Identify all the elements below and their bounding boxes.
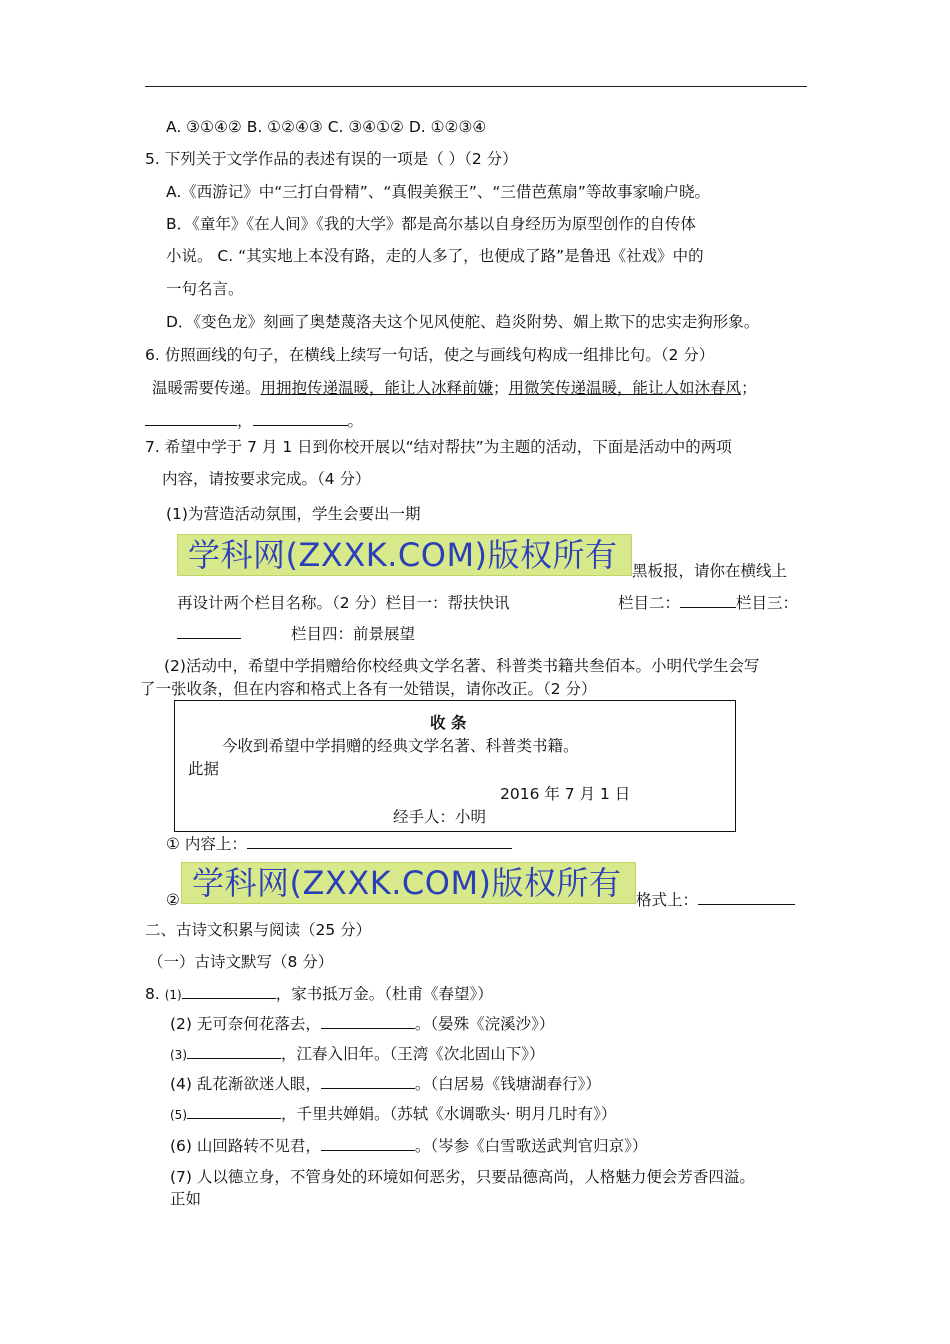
q5-option-d: D．《变色龙》刻画了奥楚蔑洛夫这个见风使舵、趋炎附势、媚上欺下的忠实走狗形象。 — [166, 313, 760, 331]
q7-col3-label: 栏目三： — [736, 594, 799, 612]
q8-number: 8. — [145, 985, 160, 1003]
q8-1-text: ，家书抵万金。（杜甫《春望》） — [275, 985, 493, 1003]
watermark-2: 学科网(ZXXK.COM)版权所有 — [181, 862, 636, 904]
q6-stem: 6. 仿照画线的句子，在横线上续写一句话，使之与画线句构成一组排比句。（2 分） — [145, 346, 715, 364]
q8-1-label: (1) — [164, 988, 182, 1002]
receipt-title: 收 条 — [430, 714, 467, 732]
q7-col2-label: 栏目二： — [618, 594, 681, 612]
q8-line-4 — [170, 1073, 601, 1095]
q8-6-blank[interactable] — [321, 1136, 415, 1151]
q8-2-text: (2) 无可奈何花落去， — [170, 1015, 321, 1033]
q8-line-5 — [170, 1103, 616, 1126]
receipt-date: 2016 年 7 月 1 日 — [500, 785, 631, 803]
q8-line-2 — [170, 1013, 554, 1035]
q8-5-blank[interactable] — [187, 1104, 281, 1119]
q5-option-a: A.《西游记》中“三打白骨精”、“真假美猴王”、“三借芭蕉扇”等故事家喻户晓。 — [166, 183, 710, 201]
q6-underlined-2: 用微笑传递温暖，能让人如沐春风 — [508, 379, 742, 397]
q8-6-source: 。（岑参《白雪歌送武判官归京》） — [414, 1137, 648, 1155]
q4-options: A. ③①④② B. ①②④③ C. ③④①② D. ①②③④ — [166, 118, 487, 136]
q8-2-blank[interactable] — [321, 1014, 415, 1029]
q7-answer-format-blank[interactable] — [698, 890, 795, 905]
q8-5-text: ，千里共婵娟。（苏轼《水调歌头· 明月几时有》） — [281, 1105, 617, 1123]
q6-blank-1[interactable] — [145, 411, 237, 426]
section-2-subtitle: （一）古诗文默写（8 分） — [148, 953, 334, 971]
q7-part2: (2)活动中，希望中学捐赠给你校经典文学名著、科普类书籍共叁佰本。小明代学生会写 — [164, 657, 760, 675]
q7-stem: 7. 希望中学于 7 月 1 日到你校开展以“结对帮扶”为主题的活动，下面是活动中的两项 — [145, 438, 732, 456]
q8-line-3 — [170, 1043, 545, 1066]
q6-lead: 温暖需要传递。 — [152, 379, 261, 397]
q8-line-7: (7) 人以德立身，不管身处的环境如何恶劣，只要品德高尚，人格魅力便会芳香四溢。 — [170, 1168, 755, 1186]
q5-option-b-cont: 小说。 C. “其实地上本没有路，走的人多了，也便成了路”是鲁迅《社戏》中的 — [166, 247, 704, 265]
q6-underlined-1: 用拥抱传递温暖，能让人冰释前嫌 — [260, 379, 494, 397]
section-2-title: 二、古诗文积累与阅读（25 分） — [145, 921, 372, 939]
q7-col3-blank[interactable] — [177, 624, 241, 639]
q5-option-c-end: 一句名言。 — [166, 280, 244, 298]
q6-answer-line — [145, 410, 363, 432]
q6-period: 。 — [347, 412, 364, 430]
q8-4-blank[interactable] — [321, 1074, 415, 1089]
watermark-1: 学科网(ZXXK.COM)版权所有 — [177, 534, 632, 576]
q7-answer-content-blank[interactable] — [247, 834, 512, 849]
q7-answer-content-label: ① 内容上： — [166, 835, 247, 853]
q7-answer-format — [636, 889, 795, 911]
receipt-ci: 此据 — [188, 760, 220, 778]
q7-col2 — [618, 592, 798, 614]
q8-1-blank[interactable] — [182, 984, 276, 999]
q7-columns: 再设计两个栏目名称。（2 分）栏目一：帮扶快讯 — [177, 594, 510, 612]
q6-sep: ； — [493, 379, 509, 397]
q8-4-source: 。（白居易《钱塘湖春行》） — [414, 1075, 601, 1093]
q8-line-7-cont: 正如 — [170, 1190, 202, 1208]
q8-3-text: ，江春入旧年。（王湾《次北固山下》） — [281, 1045, 545, 1063]
q5-option-b: B．《童年》《在人间》《我的大学》都是高尔基以自身经历为原型创作的自传体 — [166, 215, 696, 233]
q8-2-source: 。（晏殊《浣溪沙》） — [414, 1015, 555, 1033]
receipt-handler: 经手人：小明 — [393, 808, 487, 826]
q5-stem: 5. 下列关于文学作品的表述有误的一项是（ ）（2 分） — [145, 150, 518, 168]
q7-answer-format-label: 格式上： — [636, 891, 699, 909]
q7-stem-cont: 内容，请按要求完成。（4 分） — [162, 470, 371, 488]
q8-line-1 — [145, 983, 493, 1006]
q7-col3-answer — [177, 623, 241, 645]
q7-part1-cont: 黑板报，请你在横线上 — [632, 562, 788, 580]
q8-3-label: (3) — [170, 1048, 187, 1062]
q7-col2-blank[interactable] — [680, 593, 736, 608]
q7-col4: 栏目四：前景展望 — [291, 625, 416, 643]
q8-3-blank[interactable] — [187, 1044, 281, 1059]
q7-answer-format-num: ② — [166, 891, 180, 909]
q7-answer-content — [166, 833, 512, 855]
q7-part2-cont: 了一张收条，但在内容和格式上各有一处错误，请你改正。（2 分） — [140, 680, 597, 698]
q8-6-text: (6) 山回路转不见君， — [170, 1137, 321, 1155]
top-rule — [145, 86, 807, 87]
q6-comma: ， — [237, 412, 253, 430]
q6-blank-2[interactable] — [253, 411, 348, 426]
q6-end: ； — [741, 379, 757, 397]
q6-example — [152, 377, 757, 399]
q8-line-6 — [170, 1135, 647, 1157]
q8-4-text: (4) 乱花渐欲迷人眼， — [170, 1075, 321, 1093]
q7-part1: (1)为营造活动氛围，学生会要出一期 — [166, 505, 421, 523]
receipt-body: 今收到希望中学捐赠的经典文学名著、科普类书籍。 — [222, 737, 579, 755]
q8-5-label: (5) — [170, 1108, 187, 1122]
